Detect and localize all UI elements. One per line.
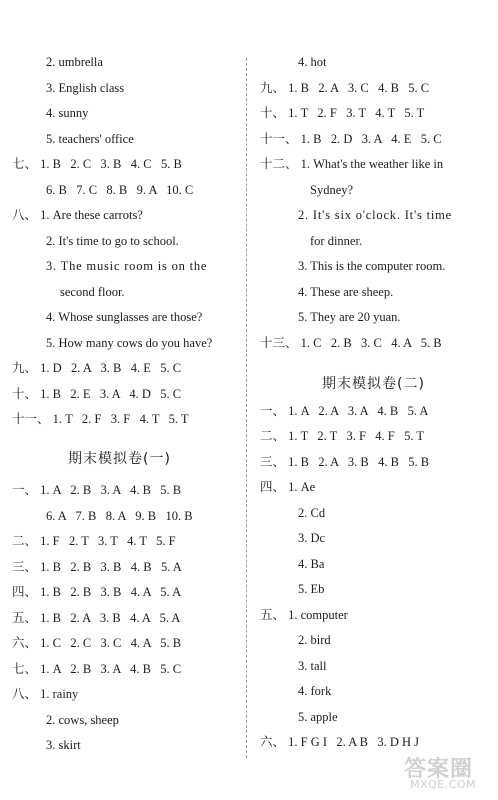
answer-line bbox=[298, 258, 445, 274]
answer-line-text: 6. B 7. C 8. B 9. A 10. C bbox=[46, 183, 194, 197]
answer-line bbox=[12, 559, 182, 575]
answer-line-text: 五、 1. B 2. A 3. B 4. A 5. A bbox=[12, 611, 181, 625]
watermark-logo-text: 答案圈 bbox=[404, 757, 474, 782]
answer-line bbox=[46, 712, 119, 728]
answer-line bbox=[12, 686, 78, 702]
section-heading bbox=[68, 451, 171, 467]
answer-line bbox=[46, 233, 179, 249]
answer-line-text: 六、 1. F G I 2. A B 3. D H J bbox=[260, 735, 420, 749]
answer-line-text: 期末模拟卷(二) bbox=[322, 376, 425, 392]
answer-line-text: 2. cows, sheep bbox=[46, 713, 119, 727]
answer-line-text: second floor. bbox=[60, 285, 125, 299]
answer-line bbox=[298, 632, 331, 648]
column-divider bbox=[246, 58, 247, 758]
answer-line bbox=[12, 584, 181, 600]
answer-line bbox=[12, 411, 189, 427]
answer-line-text: 2. It's time to go to school. bbox=[46, 234, 179, 248]
answer-line bbox=[260, 156, 443, 172]
answer-line-text: 5. They are 20 yuan. bbox=[298, 310, 401, 324]
answer-line bbox=[46, 105, 88, 121]
answer-line-text: 3. This is the computer room. bbox=[298, 259, 446, 273]
answer-line bbox=[60, 284, 125, 300]
answer-line-text: 八、 1. Are these carrots? bbox=[12, 208, 143, 222]
answer-line bbox=[12, 482, 181, 498]
answer-line-text: 3. Dc bbox=[298, 531, 326, 545]
answer-line bbox=[310, 233, 362, 249]
answer-line bbox=[12, 635, 181, 651]
answer-line-text: 三、 1. B 2. A 3. B 4. B 5. B bbox=[260, 455, 430, 469]
answer-line-text: 七、 1. B 2. C 3. B 4. C 5. B bbox=[12, 157, 182, 171]
answer-line-text: 六、 1. C 2. C 3. C 4. A 5. B bbox=[12, 636, 182, 650]
answer-line-text: 4. fork bbox=[298, 684, 332, 698]
right-answer-column bbox=[250, 0, 498, 800]
answer-line-text: 5. teachers' office bbox=[46, 132, 134, 146]
answer-line bbox=[46, 309, 202, 325]
answer-line bbox=[298, 709, 338, 725]
answer-line bbox=[298, 683, 331, 699]
answer-line-text: 3. skirt bbox=[46, 738, 81, 752]
answer-line-text: 十一、 1. B 2. D 3. A 4. E 5. C bbox=[260, 132, 442, 146]
answer-line bbox=[46, 335, 212, 351]
watermark-url: MXQE.COM bbox=[410, 778, 476, 791]
answer-line bbox=[260, 428, 424, 444]
answer-line-text: 七、 1. A 2. B 3. A 4. B 5. C bbox=[12, 662, 182, 676]
answer-line-text: 4. These are sheep. bbox=[298, 285, 394, 299]
answer-line bbox=[46, 182, 193, 198]
answer-line-text: 十三、 1. C 2. B 3. C 4. A 5. B bbox=[260, 336, 442, 350]
answer-line-text: 6. A 7. B 8. A 9. B 10. B bbox=[46, 509, 193, 523]
answer-line bbox=[260, 335, 442, 351]
answer-line bbox=[260, 131, 442, 147]
answer-line-text: 十、 1. B 2. E 3. A 4. D 5. C bbox=[12, 387, 182, 401]
answer-line bbox=[12, 533, 176, 549]
answer-line bbox=[298, 530, 325, 546]
answer-line bbox=[298, 505, 325, 521]
answer-line-text: 2. umbrella bbox=[46, 55, 103, 69]
answer-line-text: 4. Ba bbox=[298, 557, 325, 571]
answer-line bbox=[46, 258, 207, 274]
answer-line bbox=[260, 403, 428, 419]
answer-line bbox=[260, 105, 424, 121]
answer-line-text: 十二、 1. What's the weather like in bbox=[260, 157, 444, 171]
answer-line bbox=[298, 207, 452, 223]
answer-line-text: 十、 1. T 2. F 3. T 4. T 5. T bbox=[260, 106, 425, 120]
answer-line-text: 期末模拟卷(一) bbox=[68, 451, 171, 467]
answer-line bbox=[46, 508, 193, 524]
answer-line-text: 四、 1. Ae bbox=[260, 480, 316, 494]
answer-line-text: 五、 1. computer bbox=[260, 608, 348, 622]
answer-line bbox=[46, 80, 124, 96]
answer-line-text: 3. The music room is on the bbox=[46, 259, 208, 273]
answer-line-text: 二、 1. T 2. T 3. F 4. F 5. T bbox=[260, 429, 425, 443]
answer-line bbox=[12, 386, 181, 402]
answer-line bbox=[260, 479, 315, 495]
answer-line bbox=[12, 207, 143, 223]
answer-line-text: 八、 1. rainy bbox=[12, 687, 79, 701]
answer-line-text: 十一、 1. T 2. F 3. F 4. T 5. T bbox=[12, 412, 189, 426]
answer-line-text: 2. Cd bbox=[298, 506, 326, 520]
watermark-logo bbox=[400, 752, 492, 796]
answer-line bbox=[46, 54, 103, 70]
answer-line-text: 九、 1. B 2. A 3. C 4. B 5. C bbox=[260, 81, 430, 95]
answer-line bbox=[298, 658, 326, 674]
answer-line bbox=[298, 556, 324, 572]
answer-line bbox=[12, 610, 180, 626]
answer-line bbox=[260, 454, 429, 470]
answer-line-text: 4. Whose sunglasses are those? bbox=[46, 310, 203, 324]
answer-line bbox=[298, 581, 324, 597]
answer-line-text: Sydney? bbox=[310, 183, 354, 197]
answer-line-text: 5. apple bbox=[298, 710, 338, 724]
answer-line-text: 2. bird bbox=[298, 633, 331, 647]
answer-line bbox=[260, 80, 429, 96]
answer-line-text: 3. tall bbox=[298, 659, 327, 673]
answer-line bbox=[46, 737, 81, 753]
answer-line bbox=[310, 182, 353, 198]
answer-line bbox=[298, 284, 393, 300]
answer-line-text: 一、 1. A 2. A 3. A 4. B 5. A bbox=[260, 404, 429, 418]
answer-line-text: 九、 1. D 2. A 3. B 4. E 5. C bbox=[12, 361, 182, 375]
answer-line-text: 四、 1. B 2. B 3. B 4. A 5. A bbox=[12, 585, 182, 599]
answer-line-text: 3. English class bbox=[46, 81, 125, 95]
answer-line bbox=[260, 607, 348, 623]
answer-line-text: 5. How many cows do you have? bbox=[46, 336, 213, 350]
answer-line bbox=[298, 54, 326, 70]
answer-line-text: 4. sunny bbox=[46, 106, 89, 120]
answer-line-text: 三、 1. B 2. B 3. B 4. B 5. A bbox=[12, 560, 182, 574]
answer-line-text: 二、 1. F 2. T 3. T 4. T 5. F bbox=[12, 534, 176, 548]
answer-line-text: for dinner. bbox=[310, 234, 363, 248]
section-heading bbox=[322, 376, 425, 392]
answer-line-text: 5. Eb bbox=[298, 582, 325, 596]
answer-line bbox=[12, 360, 181, 376]
answer-line-text: 一、 1. A 2. B 3. A 4. B 5. B bbox=[12, 483, 182, 497]
left-answer-column bbox=[0, 0, 240, 800]
answer-line bbox=[46, 131, 134, 147]
answer-line-text: 4. hot bbox=[298, 55, 327, 69]
answer-line bbox=[12, 156, 182, 172]
answer-line bbox=[260, 734, 419, 750]
answer-line bbox=[298, 309, 401, 325]
answer-line bbox=[12, 661, 181, 677]
answer-line-text: 2. It's six o'clock. It's time bbox=[298, 208, 453, 222]
